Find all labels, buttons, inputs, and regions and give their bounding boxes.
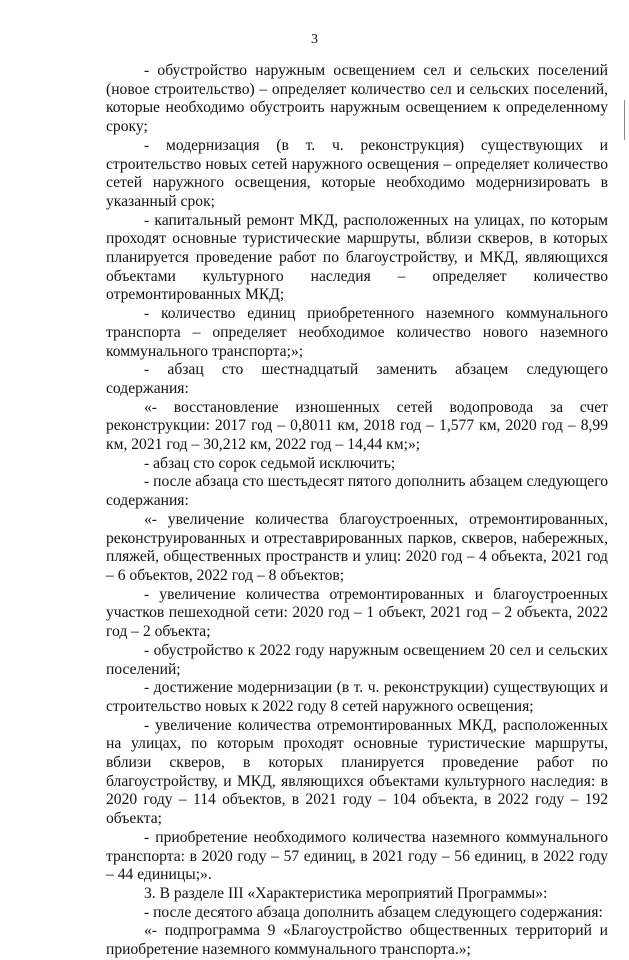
paragraph: - абзац сто сорок седьмой исключить;: [144, 454, 396, 472]
paragraph: - обустройство наружным освещением сел и сельских поселений (новое строительство) – определяет количество сел и сельских поселений, которые необходимо обустроить наружным освещением к определенному сроку;: [106, 62, 608, 136]
paragraph: - после абзаца сто шестьдесят пятого дополнить абзацем следующего содержания:: [106, 473, 608, 510]
page-number: 3: [311, 32, 318, 47]
paragraph: - капитальный ремонт МКД, расположенных на улицах, по которым проходят основные туристические маршруты, вблизи скверов, в которых планируется проведение работ по благоустройству, и МКД, являющихся объектами культурного наследия – определяет количество отремонтированных МКД;: [106, 211, 608, 304]
section-heading: 3. В разделе III «Характеристика мероприятий Программы»:: [144, 884, 548, 902]
paragraph: - приобретение необходимого количества наземного коммунального транспорта: в 2020 году – 57 единиц, в 2021 году – 56 единиц, в 2022 году – 44 единицы;».: [106, 828, 608, 884]
paragraph: - увеличение количества отремонтированных МКД, расположенных на улицах, по которым проходят основные туристические маршруты, вблизи скверов, в которых планируется проведение работ по благоустройству, и МКД, являющихся объектами культурного наследия: в 2020 году – 114 объектов, в 2021 году – 104 объекта, в 2022 году – 192 объекта;: [106, 716, 608, 828]
paragraph: - абзац сто шестнадцатый заменить абзацем следующего содержания:: [106, 361, 608, 397]
document-body: [106, 62, 608, 960]
paragraph: - количество единиц приобретенного наземного коммунального транспорта – определяет необходимое количество нового наземного коммунального транспорта;»;: [106, 305, 608, 360]
paragraph: «- подпрограмма 9 «Благоустройство общественных территорий и приобретение наземного коммунального транспорта.»;: [106, 922, 608, 959]
paragraph: «- восстановление изношенных сетей водопровода за счет реконструкции: 2017 год – 0,8011 км, 2018 год – 1,577 км, 2020 год – 8,99 км, 2021 год – 30,212 км, 2022 год – 14,44 км;»;: [106, 398, 608, 454]
paragraph: - обустройство к 2022 году наружным освещением 20 сел и сельских поселений;: [106, 641, 608, 678]
paragraph: - после десятого абзаца дополнить абзацем следующего содержания:: [144, 903, 603, 921]
paragraph: «- увеличение количества благоустроенных, отремонтированных, реконструированных и отреставрированных парков, скверов, набережных, пляжей, общественных пространств и улиц: 2020 год – 4 объекта, 2021 год – 6 объектов, 2022 год – 8 объектов;: [106, 510, 608, 584]
paragraph: - достижение модернизации (в т. ч. реконструкции) существующих и строительство новых к 2022 году 8 сетей наружного освещения;: [106, 679, 608, 715]
paragraph: - модернизация (в т. ч. реконструкция) существующих и строительство новых сетей наружного освещения – определяет количество сетей наружного освещения, которые необходимо модернизировать в указанный срок;: [106, 136, 608, 210]
scan-edge-mark: [624, 100, 625, 140]
paragraph: - увеличение количества отремонтированных и благоустроенных участков пешеходной сети: 2020 год – 1 объект, 2021 год – 2 объекта, 2022 год – 2 объекта;: [106, 585, 608, 641]
